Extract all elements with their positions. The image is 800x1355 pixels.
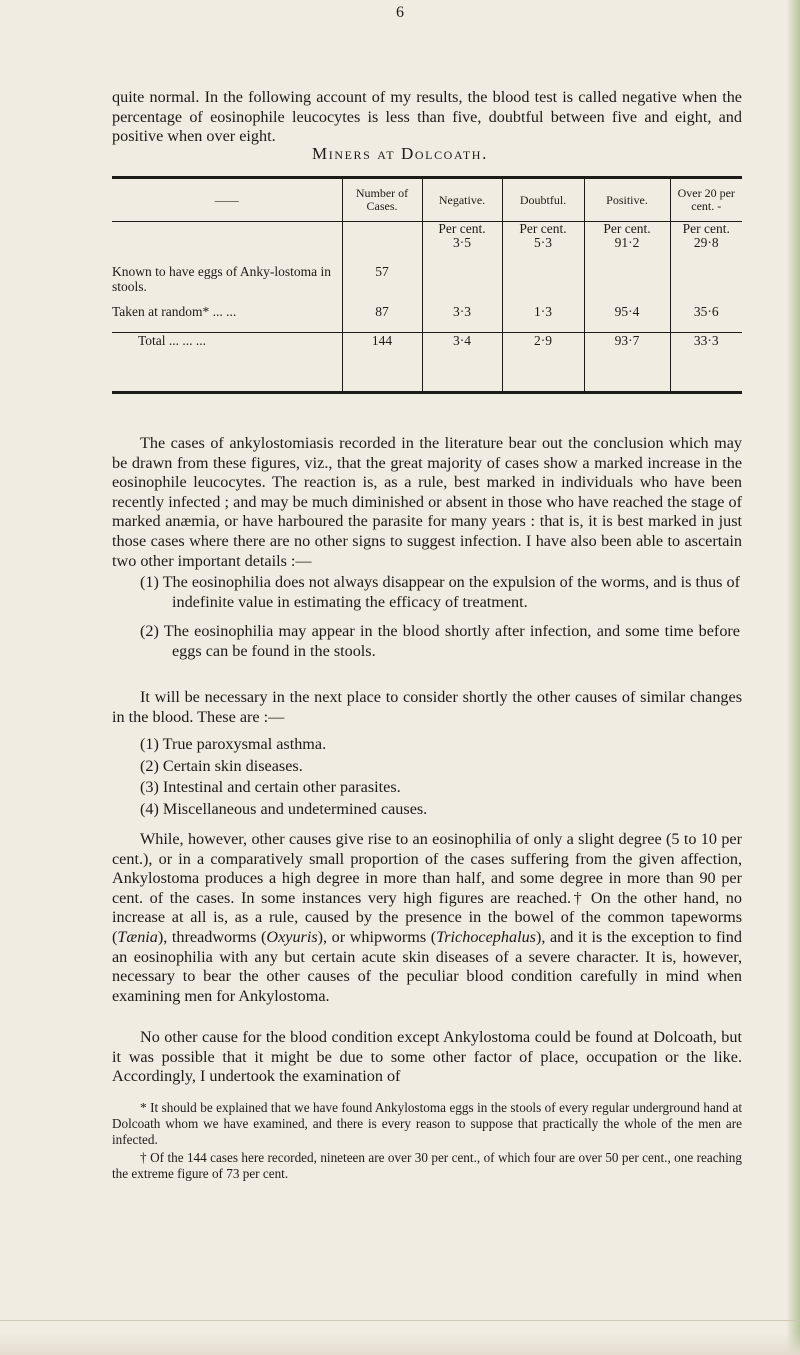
cell-cases: 57	[342, 222, 422, 305]
cell-cases: 87	[342, 304, 422, 333]
trichocephalus-term: Trichocephalus	[436, 927, 536, 946]
cell-over-20: Per cent. 29·8	[670, 222, 742, 305]
row-label: Taken at random* ... ...	[112, 304, 237, 319]
cell-doubtful: 1·3	[502, 304, 584, 333]
list-item: (4) Miscellaneous and undetermined causes.	[140, 799, 428, 818]
page-bottom-rule	[0, 1320, 800, 1321]
header-blank: ——	[112, 178, 342, 222]
results-table	[112, 176, 742, 394]
table-header-row	[112, 178, 742, 222]
header-negative: Negative.	[422, 178, 502, 222]
unit-label: Per cent.	[603, 221, 651, 236]
cell-negative: 3·4	[422, 333, 502, 393]
list-item: (2) The eosinophilia may appear in the blood shortly after infection, and some time before eggs can be found in the stools.	[140, 622, 740, 660]
taenia-term: Tænia	[117, 927, 158, 946]
paragraph-dolcoath: No other cause for the blood condition except Ankylostoma could be found at Dolcoath, but it was possible that it might be due to some other factor of place, occupation or the like. Accordingly, I undertook the examination of	[112, 1028, 742, 1086]
list-item: (2) Certain skin diseases.	[140, 756, 303, 775]
table-row	[112, 222, 742, 305]
row-label: Known to have eggs of Anky-lostoma in stools.	[112, 264, 331, 294]
cell-positive: Per cent. 91·2	[584, 222, 670, 305]
list-item: (1) True paroxysmal asthma.	[140, 735, 327, 753]
list-item: (3) Intestinal and certain other parasites.	[140, 778, 401, 797]
cell-positive: 93·7	[584, 333, 670, 393]
unit-label: Per cent.	[519, 221, 567, 236]
row-label: Total ... ... ...	[112, 333, 342, 393]
cell-negative: 3·3	[422, 304, 502, 333]
cell-positive: 95·4	[584, 304, 670, 333]
footnote-asterisk: * It should be explained that we have found Ankylostoma eggs in the stools of every regular underground hand at Dolcoath whom we have examined, and there is every reason to suppose that practically the whole of the men are infected.	[112, 1100, 742, 1147]
paragraph-other-causes: It will be necessary in the next place to consider shortly the other causes of similar changes in the blood. These are :—	[112, 688, 742, 726]
cell-doubtful: Per cent. 5·3	[502, 222, 584, 305]
page-edge-shading	[786, 0, 800, 1355]
details-list	[140, 573, 740, 671]
header-doubtful: Doubtful.	[502, 178, 584, 222]
table-total-row	[112, 333, 742, 393]
oxyuris-term: Oxyuris	[266, 927, 318, 946]
header-number-of-cases: Number of Cases.	[342, 178, 422, 222]
paragraph-ankylostomiasis: The cases of ankylostomiasis recorded in the literature bear out the conclusion which may be drawn from these figures, viz., that the great majority of cases show a marked increase in the eosinophile leucocytes. The reaction is, as a rule, best marked in individuals who have been recently infected ; and may be much diminished or absent in those who have reached the stage of marked anæmia, or have harboured the parasite for many years : that is, it is best marked in just those cases where there are no other signs to suggest infection. I have also been able to ascertain two other important details :—	[112, 434, 742, 570]
cell-cases: 144	[342, 333, 422, 393]
cell-over-20: 35·6	[670, 304, 742, 333]
unit-label: Per cent.	[438, 221, 486, 236]
page-bottom-shading	[0, 1333, 800, 1355]
header-over-20: Over 20 per cent. -	[670, 178, 742, 222]
table-title: Miners at Dolcoath.	[312, 144, 488, 163]
cell-over-20: 33·3	[670, 333, 742, 393]
list-item: (1) The eosinophilia does not always disappear on the expulsion of the worms, and is thus of indefinite value in estimating the efficacy of treatment.	[140, 573, 740, 611]
unit-label: Per cent.	[682, 221, 730, 236]
causes-list	[140, 735, 740, 821]
paragraph-eosinophilia-causes: While, however, other causes give rise to an eosinophilia of only a slight degree (5 to 10 per cent.), or in a comparatively small proportion of the cases suffering from the given affection, Ankylostoma produces a high degree in more than half, and some degree in more than 90 per cent. of the cases. In some instances very high figures are reached.† On the other hand, no increase at all is, as a rule, caused by the presence in the bowel of the common tapeworms (Tænia), threadworms (Oxyuris), or whipworms (Trichocephalus), and it is the exception to find an eosinophilia with any but certain acute skin diseases of a severe character. It is, however, necessary to bear the other causes of the peculiar blood condition carefully in mind when examining men for Ankylostoma.	[112, 830, 742, 1005]
page-number: 6	[396, 4, 404, 21]
table-row	[112, 304, 742, 333]
intro-paragraph: quite normal. In the following account of my results, the blood test is called negative when the percentage of eosinophile leucocytes is less than five, doubtful between five and eight, and positive when over eight.	[112, 88, 742, 146]
header-positive: Positive.	[584, 178, 670, 222]
footnote-dagger: † Of the 144 cases here recorded, nineteen are over 30 per cent., of which four are over 50 per cent., one reaching the extreme figure of 73 per cent.	[112, 1150, 742, 1181]
cell-doubtful: 2·9	[502, 333, 584, 393]
cell-negative: Per cent. 3·5	[422, 222, 502, 305]
